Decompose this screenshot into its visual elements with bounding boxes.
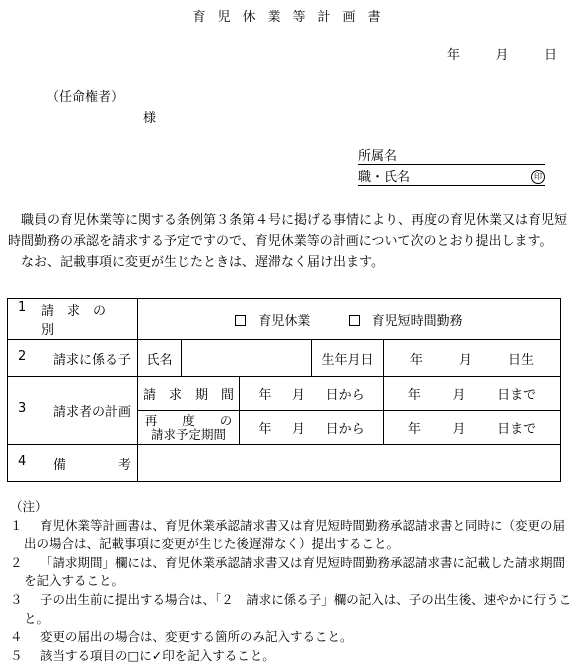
date-line [447,44,557,63]
planned-from-field[interactable]: 年 月 日から [240,411,384,445]
paragraph-2: なお、記載事項に変更が生じたときは、遅滞なく届け出ます。 [21,255,384,270]
child-name-label: 氏名 [138,340,182,377]
row3-number: 3 [18,401,27,416]
honorific: 様 [143,111,157,126]
name-label: 職・氏名 [358,170,411,185]
planned-period-label: 再 度 の 請求予定期間 [138,411,240,445]
birthdate-label: 生年月日 [312,340,384,377]
birthdate-field[interactable]: 年 月 日生 [384,340,561,377]
period-from-field[interactable]: 年 月 日から [240,377,384,411]
plan-table [7,298,561,482]
notes [10,498,576,665]
affiliation-field[interactable] [358,149,545,165]
option-childcare-leave: 育児休業 [258,313,311,329]
child-name-field[interactable] [182,340,312,377]
date-day: 日 [543,48,557,63]
checkbox-short-hours[interactable] [349,315,360,326]
date-month: 月 [495,48,509,63]
row-request-type [8,299,561,340]
checkbox-childcare-leave[interactable] [235,315,246,326]
paragraph-1: 職員の育児休業等に関する条例第３条第４号に掲げる事情により、再度の育児休業又は育児短時間勤務の承認を請求する予定ですので、育児休業等の計画について次のとおり提出します。 [8,213,568,249]
remarks-field[interactable] [138,445,561,482]
appointer-label: （任命権者） [46,90,125,105]
row-child [8,340,561,377]
period-label: 請 求 期 間 [138,377,240,411]
row1-number: 1 [18,300,27,315]
affiliation-label: 所属名 [358,149,398,164]
note-item: １ 育児休業等計画書は、育児休業承認請求書又は育児短時間勤務承認請求書と同時に（変更の届出の場合は、記載事項に変更が生じた後遅滞なく）提出すること。 [10,517,566,552]
row4-number: 4 [18,453,27,469]
row1-label: 請 求 の 別 [41,304,120,338]
document-title: 育児休業等計画書 [192,10,393,25]
planned-to-field[interactable]: 年 月 日まで [384,411,561,445]
seal-icon: 印 [531,170,545,184]
notes-heading: （注） [10,499,48,514]
option-short-hours: 育児短時間勤務 [371,313,463,329]
note-item: ３ 子の出生前に提出する場合は、「２ 請求に係る子」欄の記入は、子の出生後、速やかに行うこと。 [10,591,572,626]
row-request-period [8,377,561,411]
note-item: ４ 変更の届出の場合は、変更する箇所のみ記入すること。 [10,629,353,645]
row2-number: 2 [18,348,27,364]
row4-label: 備 考 [52,457,131,473]
note-item: ２ 「請求期間」欄には、育児休業承認請求書又は育児短時間勤務承認請求書に記載した請求期間を記入すること。 [10,554,566,589]
date-year: 年 [447,48,461,63]
row3-label: 請求者の計画 [52,405,131,420]
note-item: ５ 該当する項目の□に✓印を記入すること。 [10,647,275,663]
name-field[interactable] [358,170,545,186]
row2-label: 請求に係る子 [52,352,131,368]
body-text [8,210,576,273]
row-remarks [8,445,561,482]
period-to-field[interactable]: 年 月 日まで [384,377,561,411]
